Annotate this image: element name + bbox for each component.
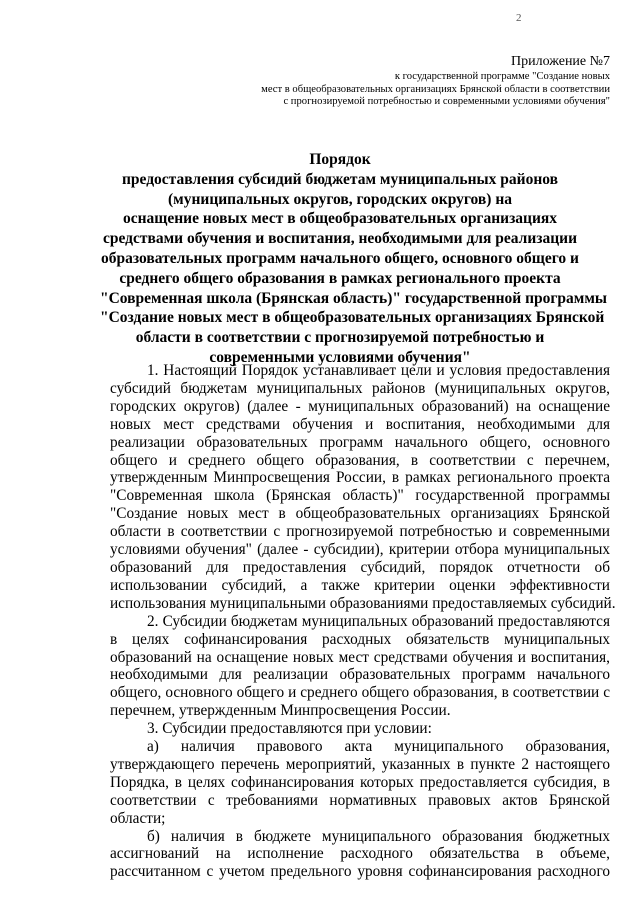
body-line: условиями обучения" (далее - субсидии), критерии отбора муниципальных [110,541,610,559]
annex-header [230,54,610,109]
body-line: использовании субсидий, а также критерии оценки эффективности [110,576,610,594]
body-line: рассчитанном с учетом предельного уровня софинансирования расходного [110,863,610,881]
body-line: образований для предоставления субсидий, порядок отчетности об [110,558,610,576]
page-number: 2 [516,12,522,24]
title-line: современными условиями обучения" [209,348,471,366]
body-line: 3. Субсидии предоставляются при условии: [147,720,432,738]
title-line: средствами обучения и воспитания, необходимыми для реализации [102,230,578,248]
body-line: "Современная школа (Брянская область)" государственной программы [110,487,610,505]
body-line: б) наличия в бюджете муниципального образования бюджетных [147,827,610,845]
title-line: (муниципальных округов, городских округов) на [167,190,513,208]
title-line: "Создание новых мест в общеобразовательных организациях Брянской [100,309,605,327]
document-body [110,362,616,881]
body-line: образований на оснащение новых мест средствами обучения и воспитания, [110,648,610,666]
body-line: общего, основного общего и среднего общего образования, в соответствии с [110,684,610,702]
title-line: образовательных программ начального общего, основного общего и [101,249,579,267]
annex-title: Приложение №7 [511,54,610,69]
body-line: области; [110,809,166,827]
body-line: 1. Настоящий Порядок устанавливает цели и условия предоставления [147,362,610,379]
annex-line: мест в общеобразовательных организациях Брянской области в соответствии [261,83,610,95]
body-line: новых мест средствами обучения и воспитания, необходимыми для [110,415,610,433]
title-line: области в соответствии с прогнозируемой потребностью и [135,329,545,347]
body-line: субсидий бюджетам муниципальных районов (муниципальных округов, [110,379,610,397]
title-line: среднего общего образования в рамках регионального проекта [119,269,561,287]
body-line: области в соответствии с прогнозируемой потребностью и современными [110,523,610,541]
body-line: 2. Субсидии бюджетам муниципальных образований предоставляются [147,612,610,630]
title-line: оснащение новых мест в общеобразовательных организациях [122,210,558,228]
body-line: перечнем, утвержденным Минпросвещения России. [110,702,451,720]
body-line: а) наличия правового акта муниципального образования, [147,738,610,756]
title-line: "Современная школа (Брянская область)" государственной программы [100,289,607,307]
body-line: "Создание новых мест в общеобразовательных организациях Брянской [110,505,610,523]
title-line: Порядок [309,151,371,168]
annex-line: с прогнозируемой потребностью и современными условиями обучения" [283,96,610,107]
title-line: предоставления субсидий бюджетам муниципальных районов [121,170,559,188]
body-line: городских округов) (далее - муниципальных образований) на оснащение [110,397,610,415]
body-line: ассигнований на исполнение расходного обязательства в объеме, [110,845,610,863]
document-title [100,150,607,368]
body-line: общего и среднего общего образования, в соответствии с перечнем, [110,451,610,469]
body-line: в целях софинансирования расходных обязательств муниципальных [110,630,610,648]
body-line: Порядка, в целях софинансирования которых предоставляется субсидия, в [110,773,610,791]
body-line: необходимыми для реализации образовательных программ начального [110,666,610,684]
body-line: соответствии с требованиями нормативных правовых актов Брянской [110,791,610,809]
body-line: утвержденным Минпросвещения России, в рамках регионального проекта [110,469,610,487]
annex-line: к государственной программе "Создание новых [394,71,610,82]
body-line: утверждающего перечень мероприятий, указанных в пункте 2 настоящего [110,755,610,773]
body-line: использования муниципальными образованиями предоставляемых субсидий. [110,594,616,612]
body-line: реализации образовательных программ начального общего, основного [110,433,610,451]
